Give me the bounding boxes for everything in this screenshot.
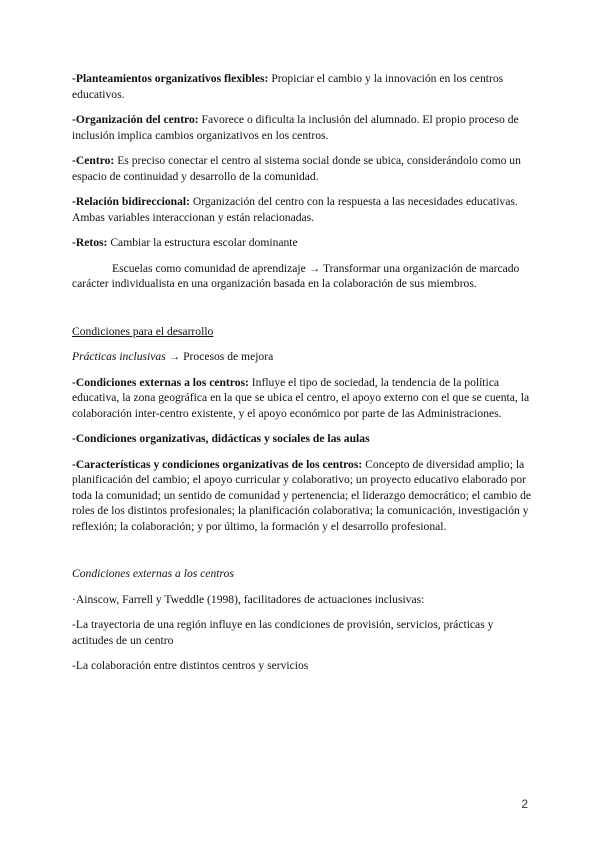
term: -Organización del centro: (72, 113, 199, 126)
definition: Cambiar la estructura escolar dominante (107, 236, 298, 249)
definition: Es preciso conectar el centro al sistema social donde se ubica, considerándolo como un espacio de continuidad y desarrollo de la comunidad. (72, 154, 521, 183)
paragraph-planteamientos (72, 71, 532, 102)
definition: Organización del centro con la respuesta a las necesidades educativas. Ambas variables interaccionan y están relacionadas. (72, 195, 518, 224)
external-heading: Condiciones externas a los centros (72, 567, 234, 580)
term: -Condiciones externas a los centros: (72, 375, 249, 389)
definition: Concepto de diversidad amplio; la planificación del cambio; el apoyo curricular y colaborativo; un proyecto educativo elaborado por toda la comunidad; un sentido de comunidad y pertenencia; el liderazgo democrático; el cambio de roles de los distintos profesionales; la planificación colaborativa; la comunicación, investigación y reflexión; la colaboración; y por último, la formación y el desarrollo profesional. (72, 457, 532, 533)
paragraph-relacion (72, 194, 532, 225)
document-page (72, 71, 532, 684)
term: -Retos: (72, 236, 108, 249)
condition-externas (72, 375, 532, 422)
bullet-item: -La trayectoria de una región influye en las condiciones de provisión, servicios, prácticas y actitudes de un centro (72, 618, 494, 647)
term: -Planteamientos organizativos flexibles: (72, 72, 269, 85)
page-number: 2 (521, 797, 528, 811)
practicas-term: Prácticas inclusivas (72, 350, 166, 363)
practicas-line (72, 349, 532, 365)
community-paragraph: Escuelas como comunidad de aprendizaje → Transformar una organización de marcado carácter individualista en una organización basada en la colaboración de sus miembros. (72, 261, 520, 290)
paragraph-centro (72, 153, 532, 184)
ainscow-line: ·Ainscow, Farrell y Tweddle (1998), facilitadores de actuaciones inclusivas: (72, 592, 425, 606)
term: -Características y condiciones organizativas de los centros: (72, 457, 363, 471)
paragraph-organizacion (72, 112, 532, 143)
condition-centros (72, 457, 532, 535)
definition: Favorece o dificulta la inclusión del alumnado. El propio proceso de inclusión implica cambios organizativos en los centros. (72, 113, 519, 142)
term: -Relación bidireccional: (72, 195, 190, 208)
term: -Condiciones organizativas, didácticas y sociales de las aulas (72, 432, 370, 445)
term: -Centro: (72, 154, 115, 167)
section-title: Condiciones para el desarrollo (72, 324, 214, 338)
condition-aulas (72, 431, 532, 447)
practicas-text: → Procesos de mejora (165, 350, 274, 363)
definition: Propiciar el cambio y la innovación en los centros educativos. (72, 72, 504, 101)
definition: Influye el tipo de sociedad, la tendencia de la política educativa, la zona geográfica en la que se ubica el centro, el apoyo externo con el que se cuenta, la colaboración inter-centro existente, y el apoyo económico por parte de las Administraciones. (72, 375, 530, 420)
bullet-item: -La colaboración entre distintos centros y servicios (72, 659, 309, 672)
paragraph-retos (72, 235, 532, 251)
